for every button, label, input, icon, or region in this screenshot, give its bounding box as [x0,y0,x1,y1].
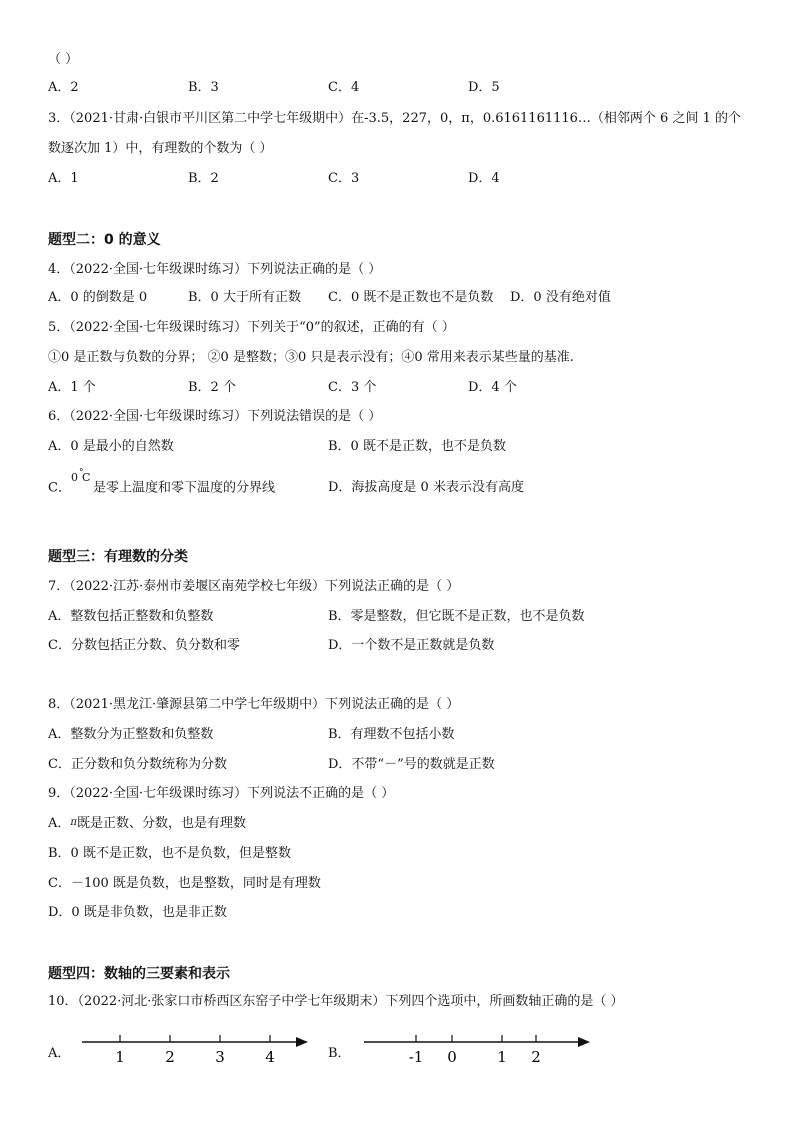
q9-option-d: D．0 既是非负数，也是非正数 [48,905,227,920]
q7-stem: 7．（2022·江苏·泰州市姜堰区南苑学校七年级）下列说法正确的是（ ） [48,579,460,594]
q3-option-d: D．4 [468,171,500,186]
q4-option-c: C．0 既不是正数也不是负数 [328,290,494,305]
q4-option-d: D．0 没有绝对值 [510,290,611,305]
q8-option-c: C．正分数和负分数统称为分数 [48,757,227,772]
q7-option-c: C．分数包括正分数、负分数和零 [48,638,240,653]
q3-stem-line1: 3．（2021·甘肃·白银市平川区第二中学七年级期中）在-3.5，227，0，π，0.6161161116…（相邻两个 6 之间 1 的个 [48,111,741,126]
axis-b-tick-label: 2 [531,1048,541,1066]
axis-a-tick-label: 2 [165,1048,175,1066]
q8-option-d: D．不带“－”号的数就是正数 [328,757,495,772]
axis-a-tick-label: 1 [115,1048,125,1066]
q5-option-b: B．2 个 [188,380,236,395]
q9-option-c: C．－100 既是负数，也是整数，同时是有理数 [48,876,321,891]
q4-option-a: A．0 的倒数是 0 [48,290,148,305]
q8-option-a: A．整数分为正整数和负整数 [48,727,214,742]
number-line-b [362,1030,594,1070]
q2-paren: （ ） [48,52,79,67]
q5-option-a: A．1 个 [48,380,96,395]
axis-a-tick-label: 3 [215,1048,225,1066]
q5-detail: ①0 是正数与负数的分界； ②0 是整数；③0 只是表示没有；④0 常用来表示某些量的基准. [48,350,574,365]
q3-option-a: A．1 [48,171,79,186]
q2-option-a: A．2 [48,80,79,95]
degree-celsius-symbol [70,468,93,497]
q7-option-b: B．零是整数，但它既不是正数，也不是负数 [328,609,585,624]
q6-option-c-text: 是零上温度和零下温度的分界线 [92,480,275,496]
q6-option-c [48,468,275,498]
q9-option-a-label: A． [48,816,71,831]
q9-option-a-text: 既是正数、分数，也是有理数 [76,816,246,831]
q3-option-b: B．2 [188,171,219,186]
q4-option-b: B．0 大于所有正数 [188,290,301,305]
axis-b-tick-label: -1 [408,1048,424,1066]
degree-zero: 0 [70,471,78,484]
q2-option-d: D．5 [468,80,500,95]
q2-option-b: B．3 [188,80,219,95]
q10-option-a-label: A． [48,1046,71,1061]
q6-option-b: B．0 既不是正数，也不是负数 [328,439,506,454]
q6-stem: 6．（2022·全国·七年级课时练习）下列说法错误的是（ ） [48,409,382,424]
q9-option-a [48,815,246,834]
q6-option-a: A．0 是最小的自然数 [48,439,174,454]
q5-option-c: C．3 个 [328,380,377,395]
axis-b-arrow [578,1037,590,1047]
q9-option-b: B．0 既不是正数，也不是负数，但是整数 [48,846,291,861]
q4-stem: 4．（2022·全国·七年级课时练习）下列说法正确的是（ ） [48,262,382,277]
q10-option-b-label: B． [328,1046,351,1061]
q5-option-d: D．4 个 [468,380,517,395]
q10-stem: 10．（2022·河北·张家口市桥西区东窑子中学七年级期末）下列四个选项中，所画数轴正确的是（ ） [48,994,624,1009]
axis-b-tick-label: 0 [447,1048,457,1066]
q7-option-d: D．一个数不是正数就是负数 [328,638,495,653]
degree-mark: ° [78,468,84,478]
q8-option-b: B．有理数不包括小数 [328,727,455,742]
q7-option-a: A．整数包括正整数和负整数 [48,609,214,624]
degree-unit: C [81,471,91,484]
q3-stem-line2: 数逐次加 1）中，有理数的个数为（ ） [48,141,273,156]
axis-b-tick-label: 1 [497,1048,507,1066]
section-title-2: 题型二：0 的意义 [48,232,161,248]
axis-a-tick-label: 4 [265,1048,275,1066]
q8-stem: 8．（2021·黑龙江·肇源县第二中学七年级期中）下列说法正确的是（ ） [48,697,460,712]
q2-option-c: C．4 [328,80,360,95]
q5-stem: 5．（2022·全国·七年级课时练习）下列关于“0”的叙述，正确的有（ ） [48,320,455,335]
section-title-4: 题型四：数轴的三要素和表示 [48,966,230,982]
pi-symbol: π [70,817,77,828]
section-title-3: 题型三：有理数的分类 [48,549,188,565]
number-line-a [80,1030,312,1070]
axis-a-arrow [296,1037,308,1047]
q3-option-c: C．3 [328,171,360,186]
q6-option-d: D．海拔高度是 0 米表示没有高度 [328,480,524,495]
q6-option-c-label: C． [48,480,71,496]
q9-stem: 9．（2022·全国·七年级课时练习）下列说法不正确的是（ ） [48,786,395,801]
